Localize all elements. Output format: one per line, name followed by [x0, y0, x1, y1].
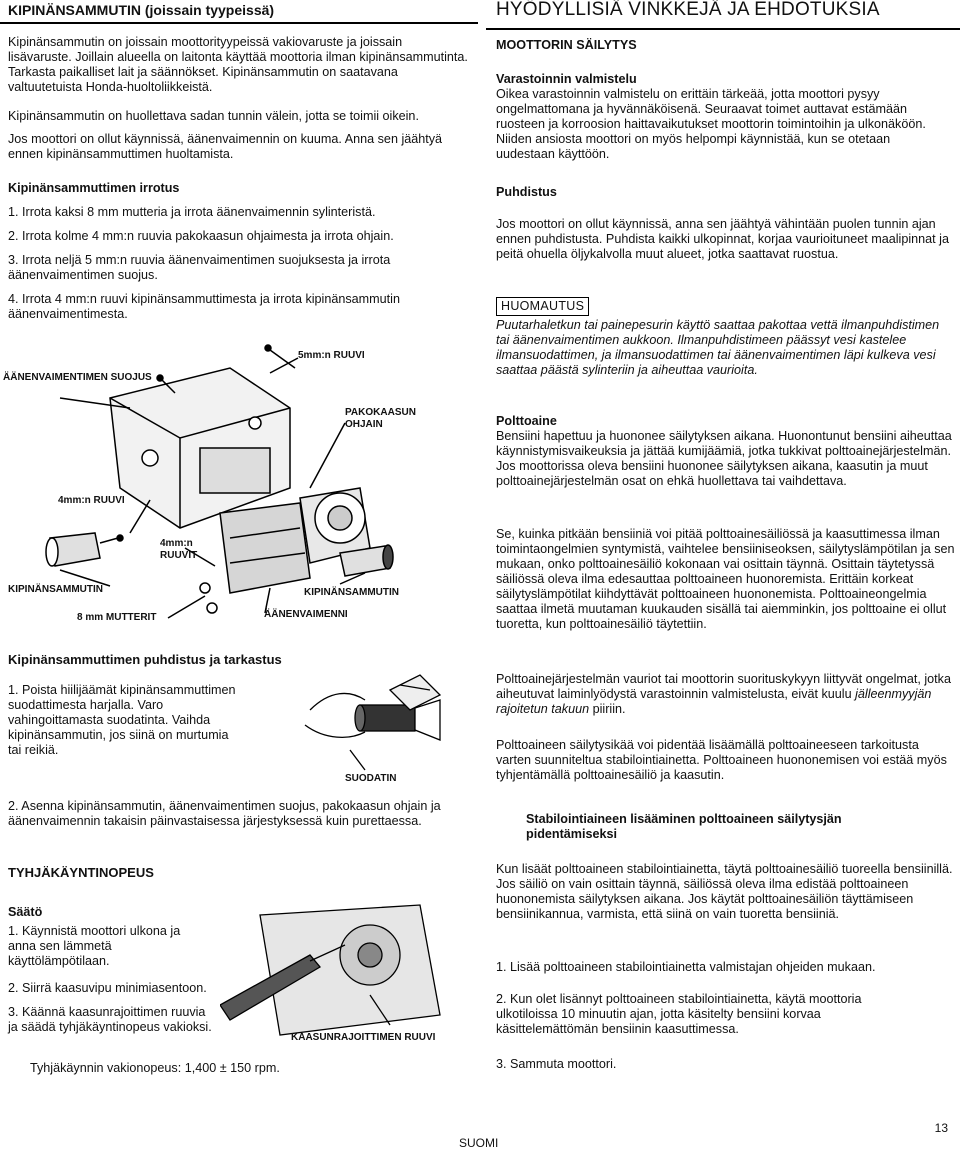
- stabilizer-step-2: 2. Kun olet lisännyt polttoaineen stabilointiainetta, käytä moottoria ulkotiloissa 10 minuutin ajan, jotta käsitelty bensiini korvaa käsittelemättömän bensiinin kaasuttimessa.: [496, 992, 862, 1036]
- fuel-text-2: Se, kuinka pitkään bensiiniä voi pitää polttoainesäiliössä ja kaasuttimessa ilman toimintaongelmien syntymistä, vaihtelee bensiiniseoksen, säilytyslämpötilan ja sen mukaan, onko polttoainesäiliö kokonaan vai osittain täynnä. Osittain täytetyssä säiliössä oleva ilma edesauttaa polttoaineen huonoremista. Erittäin korkeat säilytyslämpötilat kiihdyttävät polttoaineen huononemista. Polttoaineongelmia saattaa ilmetä muutaman kuukauden sisällä tai aiemminkin, jos polttoaine ei ollut tuoretta, kun polttoainesäiliö täytettiin.: [496, 527, 955, 631]
- fuel-text-4: Polttoaineen säilytysikää voi pidentää lisäämällä polttoaineeseen tarkoitusta varten suunniteltua stabilointiainetta. Polttoaineen huononemisen voi estää myös tyhjentämällä polttoainesäiliö ja kaasutin.: [496, 738, 947, 782]
- stabilizer-step-1: 1. Lisää polttoaineen stabilointiainetta valmistajan ohjeiden mukaan.: [496, 960, 876, 974]
- storage-prep-text: Oikea varastoinnin valmistelu on erittäin tärkeää, jotta moottori pysyy ongelmattomana ja hyvännäköisenä. Seuraavat toimet auttavat estämään ruosteen ja korroosion haittavaikutukset moottorin toimintoihin ja ulkonäköön. Niiden ansiosta moottori on myös helpompi käynnistää, kun se otetaan uudestaan käyttöön.: [496, 87, 926, 161]
- service-interval-paragraph: Kipinänsammutin on huollettava sadan tunnin välein, jotta se toimii oikein.: [8, 109, 419, 123]
- label-4mm-screws: 4mm:n RUUVIT: [160, 538, 198, 561]
- label-8mm-nuts: 8 mm MUTTERIT: [77, 612, 157, 623]
- label-muffler: ÄÄNENVAIMENNI: [264, 609, 348, 620]
- cleaning-heading: Kipinänsammuttimen puhdistus ja tarkastus: [8, 652, 282, 667]
- warranty-italic: jälleenmyyjän rajoitetun takuun: [496, 687, 932, 716]
- label-filter: SUODATIN: [345, 773, 397, 784]
- filter-brush-illustration: [290, 670, 460, 780]
- label-4mm-screw: 4mm:n RUUVI: [58, 495, 125, 506]
- note-text: Puutarhaletkun tai painepesurin käyttö saattaa pakottaa vettä ilmanpuhdistimen tai äänenvaimentimen aukkoon. Ilmanpuhdistimeen päässyt vesi kastelee ilmansuodattimen, ja ilmansuodattimen tai äänenvaimentimen läpi kulkeva vesi saattaa päästä sylinteriin ja aiheuttaa vaurioita.: [496, 318, 940, 377]
- note-label: HUOMAUTUS: [496, 297, 589, 316]
- removal-step-2: 2. Irrota kolme 4 mm:n ruuvia pakokaasun ohjaimesta ja irrota ohjain.: [8, 229, 394, 243]
- page-number: 13: [934, 1121, 948, 1135]
- idle-step-1: 1. Käynnistä moottori ulkona ja anna sen lämmetä käyttölämpötilaan.: [8, 924, 181, 968]
- fuel-text-3b: piiriin.: [589, 702, 626, 716]
- removal-heading: Kipinänsammuttimen irrotus: [8, 181, 180, 195]
- hot-muffler-paragraph: Jos moottori on ollut käynnissä, äänenvaimennin on kuuma. Anna sen jäähtyä ennen kipinänsammuttimen huoltamista.: [8, 132, 443, 161]
- label-spark-arrester-right: KIPINÄNSAMMUTIN: [304, 587, 399, 598]
- label-exhaust-guide: PAKOKAASUN OHJAIN: [345, 407, 416, 430]
- fuel-text-3a: Polttoainejärjestelmän vauriot tai moottorin suorituskykyyn liittyvät ongelmat, jotka aiheutuvat laiminlyödystä varastoinnin valmistelusta, eivät kuulu: [496, 672, 951, 701]
- adjust-heading: Säätö: [8, 905, 43, 919]
- spark-arrester-heading: KIPINÄNSAMMUTIN (joissain tyypeissä): [8, 2, 275, 18]
- storage-prep-heading: Varastoinnin valmistelu: [496, 72, 637, 86]
- engine-storage-heading: MOOTTORIN SÄILYTYS: [496, 38, 637, 52]
- cleaning-text: Jos moottori on ollut käynnissä, anna sen jäähtyä vähintään puolen tunnin ajan ennen puhdistusta. Puhdista kaikki ulkopinnat, korjaa vaurioituneet maalipinnat ja peitä ohuella öljykalvolla muut alueet, jotka saattavat ruostua.: [496, 217, 949, 261]
- label-muffler-cover: ÄÄNENVAIMENTIMEN SUOJUS: [3, 372, 152, 383]
- idle-step-3: 3. Käännä kaasunrajoittimen ruuvia ja säädä tyhjäkäyntinopeus vakioksi.: [8, 1005, 212, 1034]
- stabilizer-heading: Stabilointiaineen lisääminen polttoaineen säilytysjän pidentämiseksi: [526, 812, 842, 841]
- footer-language: SUOMI: [459, 1136, 499, 1150]
- removal-step-1: 1. Irrota kaksi 8 mm mutteria ja irrota äänenvaimennin sylinteristä.: [8, 205, 376, 219]
- label-spark-arrester-left: KIPINÄNSAMMUTIN: [8, 584, 103, 595]
- removal-step-4: 4. Irrota 4 mm:n ruuvi kipinänsammuttimesta ja irrota kipinänsammutin äänenvaimentimesta.: [8, 292, 400, 321]
- idle-speed-value: Tyhjäkäynnin vakionopeus: 1,400 ± 150 rpm.: [30, 1061, 280, 1075]
- cleaning-step-2: 2. Asenna kipinänsammutin, äänenvaimentimen suojus, pakokaasun ohjain ja äänenvaimennin takaisin päinvastaisessa järjestyksessä kuin purettaessa.: [8, 799, 441, 828]
- idle-speed-heading: TYHJÄKÄYNTINOPEUS: [8, 865, 154, 880]
- cleaning-heading-right: Puhdistus: [496, 185, 557, 199]
- intro-paragraph: Kipinänsammutin on joissain moottorityypeissä vakiovaruste ja joissain lisävaruste. Joillain alueella on laitonta käyttää moottoria ilman kipinänsammutinta. Tarkasta paikalliset lait ja säännökset. Kipinänsammutin on saatavana valtuutetuista Honda-huoltoliikkeistä.: [8, 35, 468, 94]
- stabilizer-step-3: 3. Sammuta moottori.: [496, 1057, 617, 1071]
- label-5mm-screw: 5mm:n RUUVI: [298, 350, 365, 361]
- throttle-screw-illustration: [220, 895, 460, 1045]
- fuel-heading: Polttoaine: [496, 414, 557, 428]
- cleaning-step-1: 1. Poista hiilijäämät kipinänsammuttimen suodattimesta harjalla. Varo vahingoittamasta suodatinta. Vaihda kipinänsammutin, jos siinä on murtumia tai reikiä.: [8, 683, 236, 757]
- tips-heading: HYÖDYLLISIÄ VINKKEJÄ JA EHDOTUKSIA: [496, 0, 880, 20]
- stabilizer-text: Kun lisäät polttoaineen stabilointiainetta, täytä polttoainesäiliö tuoreella bensiinillä. Jos säiliö on vain osittain täynnä, säiliössä oleva ilma edistää polttoaineen huononemista säilytyksen aikana. Jos käytät polttoainesäiliön täyttämiseen bensiinikannua, varmista, että siinä on vain tuoretta bensiiniä.: [496, 862, 953, 921]
- removal-step-3: 3. Irrota neljä 5 mm:n ruuvia äänenvaimentimen suojuksesta ja irrota äänenvaimentimen suojus.: [8, 253, 391, 282]
- label-throttle-stop-screw: KAASUNRAJOITTIMEN RUUVI: [291, 1032, 436, 1043]
- fuel-text-1: Bensiini hapettuu ja huononee säilytyksen aikana. Huonontunut bensiini aiheuttaa käynnistymisvaikeuksia ja jättää kumijäämiä, jotka tukkivat polttoainejärjestelmän. Jos moottorissa oleva bensiini huononee säilytyksen aikana, kaasutin ja muut polttoainejärjestelmän osat on ehkä huollettava tai vaihdettava.: [496, 429, 952, 488]
- idle-step-2: 2. Siirrä kaasuvipu minimiasentoon.: [8, 981, 207, 995]
- fuel-text-3: [496, 672, 951, 717]
